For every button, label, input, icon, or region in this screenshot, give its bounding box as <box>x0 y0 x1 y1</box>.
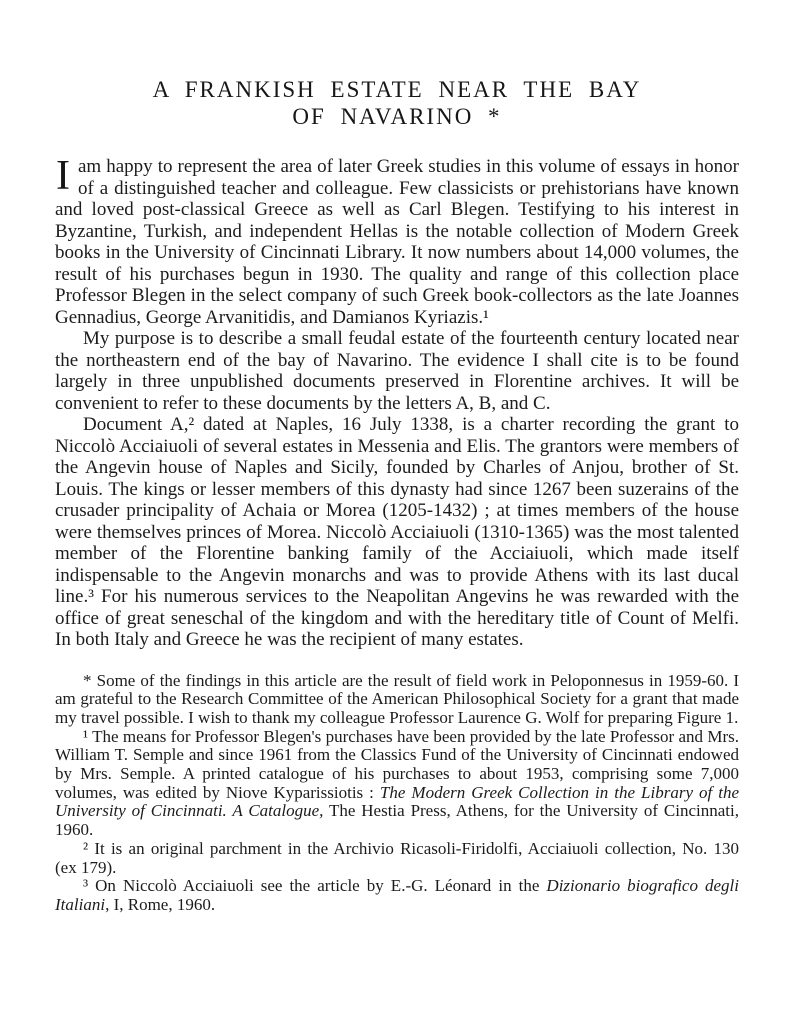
footnote-marker: ² <box>83 838 95 858</box>
footnote-2 <box>55 840 739 877</box>
footnote-text-italic: Dizionario biografico degli Italiani <box>55 876 739 914</box>
footnote-text: On Niccolò Acciaiuoli see the article by E.-G. Léonard in the <box>95 876 547 896</box>
footnotes-section <box>55 672 739 915</box>
footnote-text: It is an original parchment in the Archivio Ricasoli-Firidolfi, Acciaiuoli collection, No. 130 (ex 179). <box>55 838 739 877</box>
drop-cap-initial: I <box>56 153 70 199</box>
article-title <box>55 76 739 130</box>
footnote-marker: * <box>83 670 97 690</box>
footnote-text: The Hestia Press, Athens, for the University of Cincinnati, 1960. <box>55 801 739 840</box>
footnote-marker: ³ <box>83 876 96 896</box>
article-body <box>55 153 739 651</box>
footnote-1 <box>55 728 739 840</box>
paragraph-intro-text: am happy to represent the area of later Greek studies in this volume of essays in honor of a distinguished teacher and colleague. Few classicists or prehistorians have known and loved post-classical Greece as well as Carl Blegen. Testifying to his interest in Byzantine, Turkish, and independent Hellas is the notable collection of Modern Greek books in the University of Cincinnati Library. It now numbers about 14,000 volumes, the result of his purchases begun in 1930. The quality and range of this collection place Professor Blegen in the select company of such Greek book-collectors as the late Joannes Gennadius, George Arvanitidis, and Damianos Kyriazis.¹ <box>55 156 739 328</box>
title-line-1: A FRANKISH ESTATE NEAR THE BAY <box>152 77 642 102</box>
footnote-3 <box>55 877 739 914</box>
footnote-text-italic: The Modern Greek Collection in the Library of the University of Cincinnati. A Catalogue, <box>55 782 740 821</box>
footnote-marker: ¹ <box>83 726 93 746</box>
footnote-text: The means for Professor Blegen's purchases have been provided by the late Professor and Mrs. William T. Semple and since 1961 from the Classics Fund of the University of Cincinnati endowed by Mrs. Semple. A printed catalogue of his purchases to about 1953, comprising some 7,000 volumes, was edited by Niove Kyparissiotis : <box>55 726 740 802</box>
footnote-text: Some of the findings in this article are the result of field work in Peloponnesus in 1959-60. I am grateful to the Research Committee of the American Philosophical Society for a grant that made my travel possible. I wish to thank my colleague Professor Laurence G. Wolf for preparing Figure 1. <box>55 670 740 727</box>
paragraph-intro <box>55 153 739 328</box>
footnote-star <box>55 672 739 728</box>
paragraph-purpose: My purpose is to describe a small feudal estate of the fourteenth century located near the northeastern end of the bay of Navarino. The evidence I shall cite is to be found largely in three unpublished documents preserved in Florentine archives. It will be convenient to refer to these documents by the letters A, B, and C. <box>55 328 739 414</box>
title-line-2: OF NAVARINO * <box>292 104 502 129</box>
paragraph-document-a: Document A,² dated at Naples, 16 July 1338, is a charter recording the grant to Niccolò Acciaiuoli of several estates in Messenia and Elis. The grantors were members of the Angevin house of Naples and Sicily, founded by Charles of Anjou, brother of St. Louis. The kings or lesser members of this dynasty had since 1267 been suzerains of the crusader principality of Achaia or Morea (1205-1432) ; at times members of the house were themselves princes of Morea. Niccolò Acciaiuoli (1310-1365) was the most talented member of the Florentine banking family of the Acciaiuoli, which made itself indispensable to the Angevin monarchs and was to provide Athens with its last ducal line.³ For his numerous services to the Neapolitan Angevins he was rewarded with the office of great seneschal of the kingdom and with the hereditary title of Count of Melfi. In both Italy and Greece he was the recipient of many estates. <box>55 414 739 650</box>
footnote-text: , I, Rome, 1960. <box>105 894 216 914</box>
